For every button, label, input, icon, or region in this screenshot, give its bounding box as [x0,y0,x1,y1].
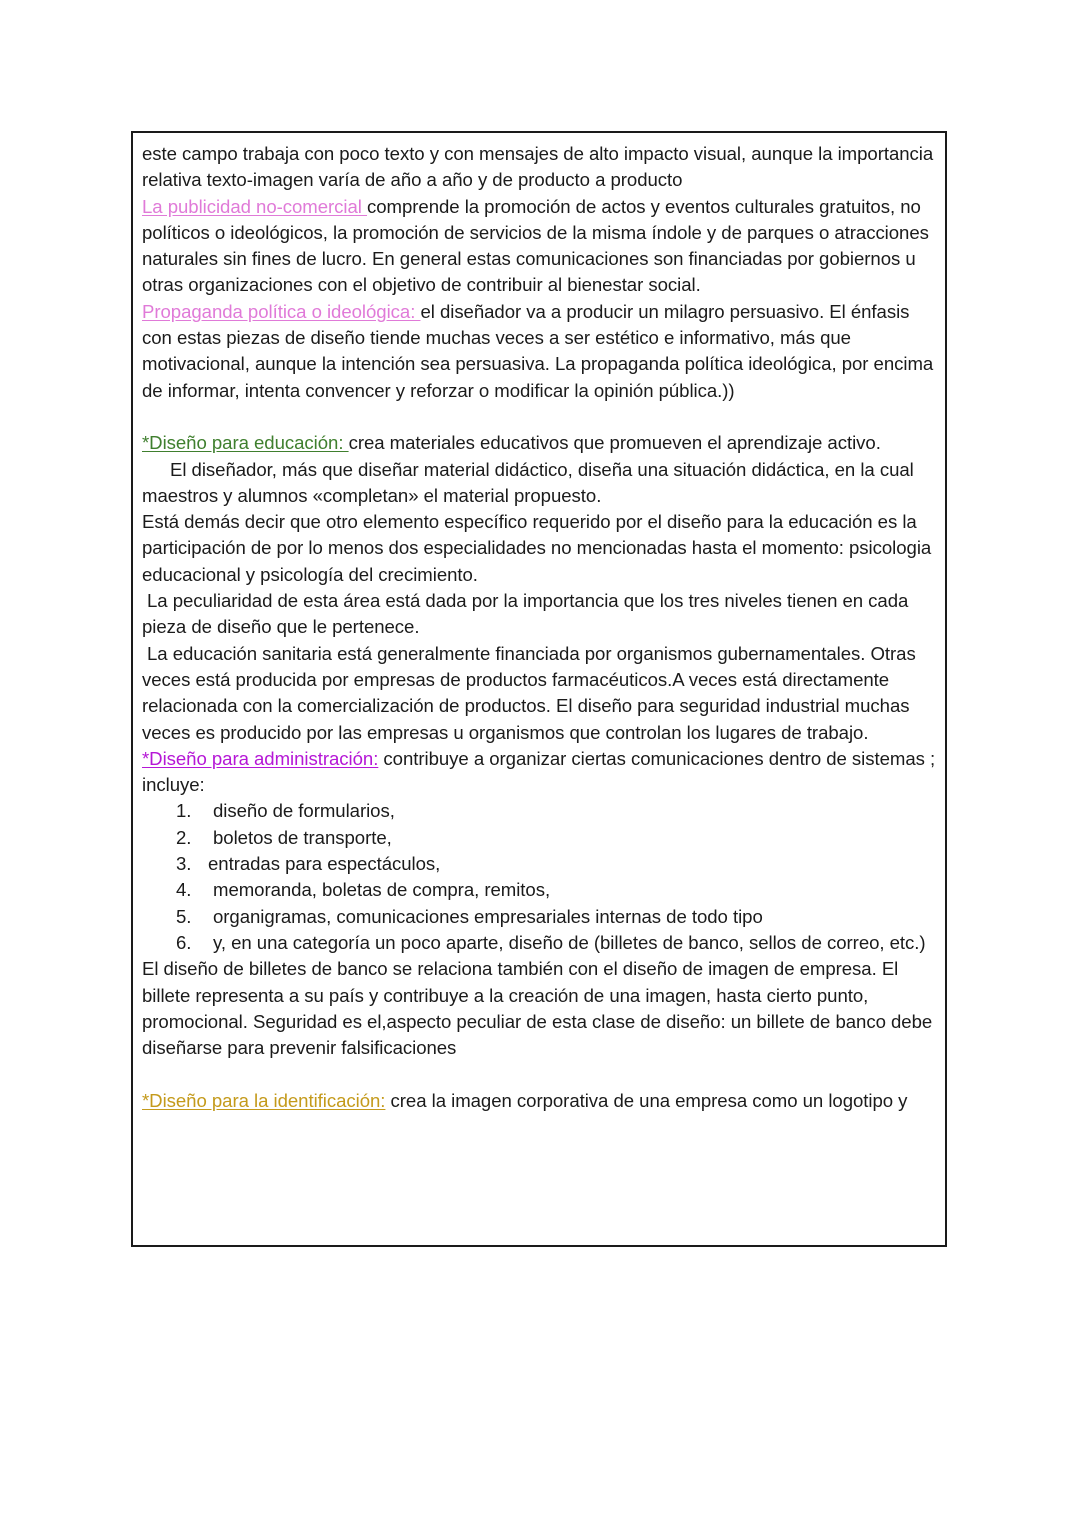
list-item [142,825,942,851]
list-item-number: 4. [176,879,192,901]
list-item-text: boletos de transporte, [213,826,392,848]
educacion-body: crea materiales educativos que promueven el aprendizaje activo. [348,432,881,454]
list-item-number: 1. [176,800,192,822]
publicidad-no-comercial-paragraph [142,194,942,299]
identificacion-body: crea la imagen corporativa de una empresa como un logotipo y [385,1089,908,1111]
educacion-paragraph-1: El diseñador, más que diseñar material didáctico, diseña una situación didáctica, en la cual maestros y alumnos «completan» el material propuesto. [142,458,914,506]
educacion-paragraph-2: Está demás decir que otro elemento específico requerido por el diseño para la educación es la participación de por lo menos dos especialidades no mencionadas hasta el momento: psicologia educacional y psicología del crecimiento. [142,511,932,585]
list-item-number: 5. [176,905,192,927]
propaganda-heading[interactable]: Propaganda política o ideológica: [142,300,421,322]
administracion-list [142,798,942,956]
list-item-text: diseño de formularios, [213,800,395,822]
administracion-heading[interactable]: *Diseño para administración: [142,747,379,769]
intro-paragraph: este campo trabaja con poco texto y con mensajes de alto impacto visual, aunque la importancia relativa texto-imagen varía de año a año y de producto a producto [142,143,934,191]
list-item [142,930,942,956]
list-item-number: 6. [176,931,192,953]
list-item-number: 3. [176,853,192,875]
identificacion-paragraph [142,1088,942,1114]
educacion-paragraph-3: La peculiaridad de esta área está dada por la importancia que los tres niveles tienen en cada pieza de diseño que le pertenece. [142,590,909,638]
list-item-text: entradas para espectáculos, [208,853,441,875]
educacion-paragraph-4: La educación sanitaria está generalmente financiada por organismos gubernamentales. Otras veces está producida por empresas de productos farmacéuticos.A veces está directamente relacionada con la comercialización de productos. El diseño para seguridad industrial muchas veces es producido por las empresas u organismos que controlan los lugares de trabajo. [142,642,916,743]
list-item [142,851,942,877]
administracion-body: contribuye a organizar ciertas comunicaciones dentro de sistemas ; incluye: [142,747,936,796]
publicidad-no-comercial-body: comprende la promoción de actos y eventos culturales gratuitos, no políticos o ideológicos, la promoción de servicios de la misma índole y de parques o atracciones naturales sin fines de lucro. En general estas comunicaciones son financiadas por gobiernos u otras organizaciones con el objetivo de contribuir al bienestar social. [142,195,929,296]
list-item [142,798,942,824]
list-item-text: y, en una categoría un poco aparte, diseño de (billetes de banco, sellos de correo, etc.) [213,931,926,953]
propaganda-body: el diseñador va a producir un milagro persuasivo. El énfasis con estas piezas de diseño tiende muchas veces a ser estético e informativo, más que motivacional, aunque la intención sea persuasiva. La propaganda política ideológica, por encima de informar, intenta convencer y reforzar o modificar la opinión pública.)) [142,300,934,401]
list-item-text: memoranda, boletas de compra, remitos, [213,879,551,901]
list-item [142,877,942,903]
list-item-number: 2. [176,826,192,848]
publicidad-no-comercial-heading[interactable]: La publicidad no-comercial [142,195,367,217]
list-item [142,904,942,930]
billetes-paragraph: El diseño de billetes de banco se relaciona también con el diseño de imagen de empresa. El billete representa a su país y contribuye a la creación de una imagen, hasta cierto punto, promocional. Seguridad es el,aspecto peculiar de esta clase de diseño: un billete de banco debe diseñarse para prevenir falsificaciones [142,958,933,1059]
administracion-paragraph [142,746,942,799]
blank-line [142,404,942,430]
educacion-paragraph [142,430,942,456]
identificacion-heading[interactable]: *Diseño para la identificación: [142,1089,386,1111]
list-item-text: organigramas, comunicaciones empresariales internas de todo tipo [213,905,763,927]
document-content [142,141,942,1114]
educacion-heading[interactable]: *Diseño para educación: [142,432,349,454]
document-page-box [131,131,947,1247]
blank-line [142,1061,942,1087]
propaganda-paragraph [142,299,942,404]
